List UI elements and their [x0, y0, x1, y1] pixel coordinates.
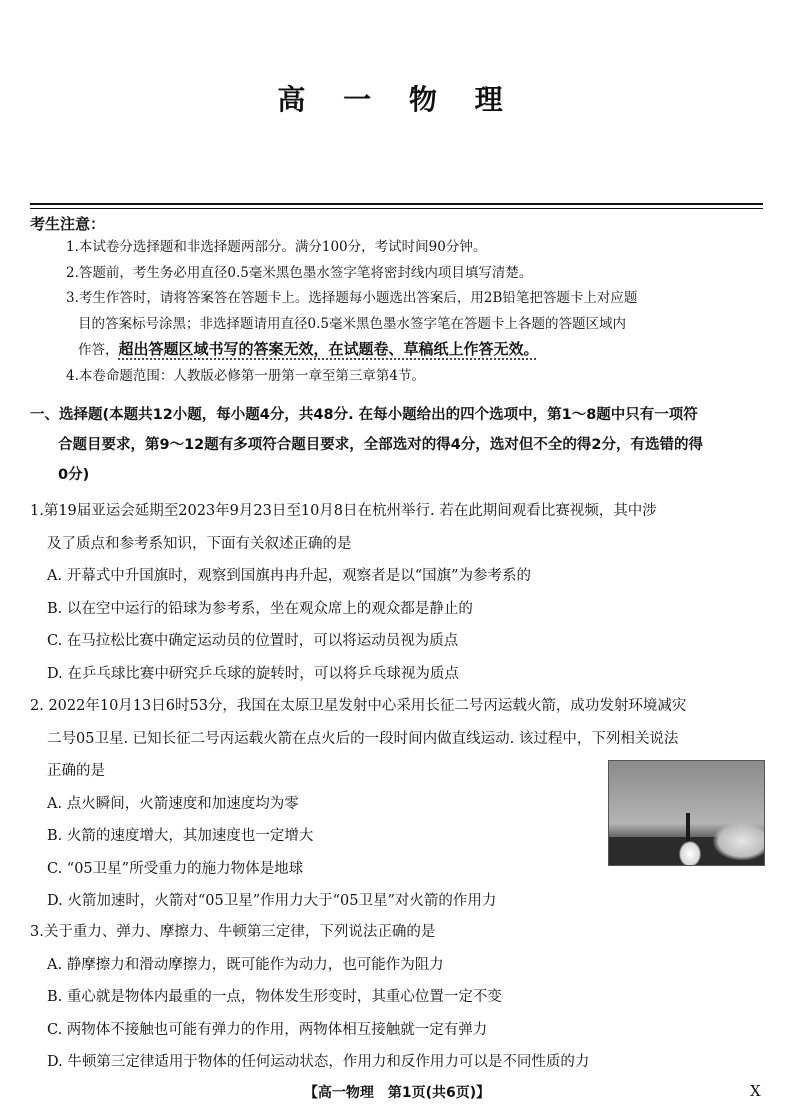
question-1 [30, 495, 770, 690]
notice-item-2: 2.答题前，考生务必用直径0.5毫米黑色墨水签字笔将密封线内项目填写清楚。 [66, 264, 533, 281]
question-stem: 及了质点和参考系知识，下面有关叙述正确的是 [47, 535, 352, 552]
header-divider-thin [30, 208, 763, 209]
option-a: A. 静摩擦力和滑动摩擦力，既可能作为动力，也可能作为阻力 [47, 956, 444, 973]
header-divider-thick [30, 203, 763, 205]
option-d: D. 牛顿第三定律适用于物体的任何运动状态，作用力和反作用力可以是不同性质的力 [47, 1054, 590, 1070]
option-c: C. 两物体不接触也可能有弹力的作用，两物体相互接触就一定有弹力 [47, 1021, 488, 1038]
page-title: 高 一 物 理 [277, 83, 517, 116]
notice-emphasis: 超出答题区域书写的答案无效，在试题卷、草稿纸上作答无效。 [118, 340, 539, 358]
photo-flame [679, 841, 701, 866]
question-stem: 1.第19届亚运会延期至2023年9月23日至10月8日在杭州举行. 若在此期间观看比赛视频，其中涉 [30, 503, 657, 519]
notice-item-3-prefix: 作答， [78, 342, 119, 358]
question-stem: 3.关于重力、弹力、摩擦力、牛顿第三定律，下列说法正确的是 [30, 924, 436, 940]
section-1-line: 一、选择题(本题共12小题，每小题4分，共48分. 在每小题给出的四个选项中，第1～8题中只有一项符 [30, 407, 698, 423]
rocket-launch-photo [608, 760, 765, 866]
section-1-line: 0分) [58, 467, 90, 483]
option-d: D. 在乒乓球比赛中研究乒乓球的旋转时，可以将乒乓球视为质点 [47, 665, 459, 682]
question-stem: 2. 2022年10月13日6时53分，我国在太原卫星发射中心采用长征二号丙运载火箭，成功发射环境减灾 [30, 698, 687, 714]
option-b: B. 重心就是物体内最重的一点，物体发生形变时，其重心位置一定不变 [47, 989, 502, 1005]
option-a: A. 点火瞬间，火箭速度和加速度均为零 [47, 795, 299, 812]
option-b: B. 以在空中运行的铅球为参考系，坐在观众席上的观众都是静止的 [47, 600, 473, 617]
notice-item-4: 4.本卷命题范围：人教版必修第一册第一章至第三章第4节。 [66, 367, 425, 384]
question-stem: 二号05卫星. 已知长征二号丙运载火箭在点火后的一段时间内做直线运动. 该过程中，下列相关说法 [47, 730, 679, 747]
notice-item-3: 3.考生作答时，请将答案答在答题卡上。选择题每小题选出答案后，用2B铅笔把答题卡上对应题 [66, 290, 638, 306]
footer-mark: X [750, 1082, 761, 1100]
option-d: D. 火箭加速时，火箭对“05卫星”作用力大于“05卫星”对火箭的作用力 [47, 893, 497, 909]
photo-smoke [712, 821, 765, 861]
question-stem: 正确的是 [47, 763, 105, 779]
page-footer: 【高一物理 第1页(共6页)】 [303, 1085, 491, 1101]
option-a: A. 开幕式中升国旗时，观察到国旗冉冉升起，观察者是以“国旗”为参考系的 [47, 568, 532, 584]
notice-item-1: 1.本试卷分选择题和非选择题两部分。满分100分，考试时间90分钟。 [66, 239, 487, 255]
question-3 [30, 916, 770, 1079]
notice-item-3-continuation: 目的答案标号涂黑；非选择题请用直径0.5毫米黑色墨水签字笔在答题卡上各题的答题区域内 [78, 315, 626, 332]
section-1-instructions [30, 400, 770, 490]
option-b: B. 火箭的速度增大，其加速度也一定增大 [47, 828, 314, 844]
section-1-line: 合题目要求，第9～12题有多项符合题目要求，全部选对的得4分，选对但不全的得2分，有选错的得 [58, 437, 703, 453]
notice-heading: 考生注意： [30, 215, 106, 233]
notice-item-3-continuation-2 [66, 337, 766, 364]
option-c: C. “05卫星”所受重力的施力物体是地球 [47, 860, 304, 877]
notice-list [66, 235, 766, 389]
option-c: C. 在马拉松比赛中确定运动员的位置时，可以将运动员视为质点 [47, 633, 459, 649]
